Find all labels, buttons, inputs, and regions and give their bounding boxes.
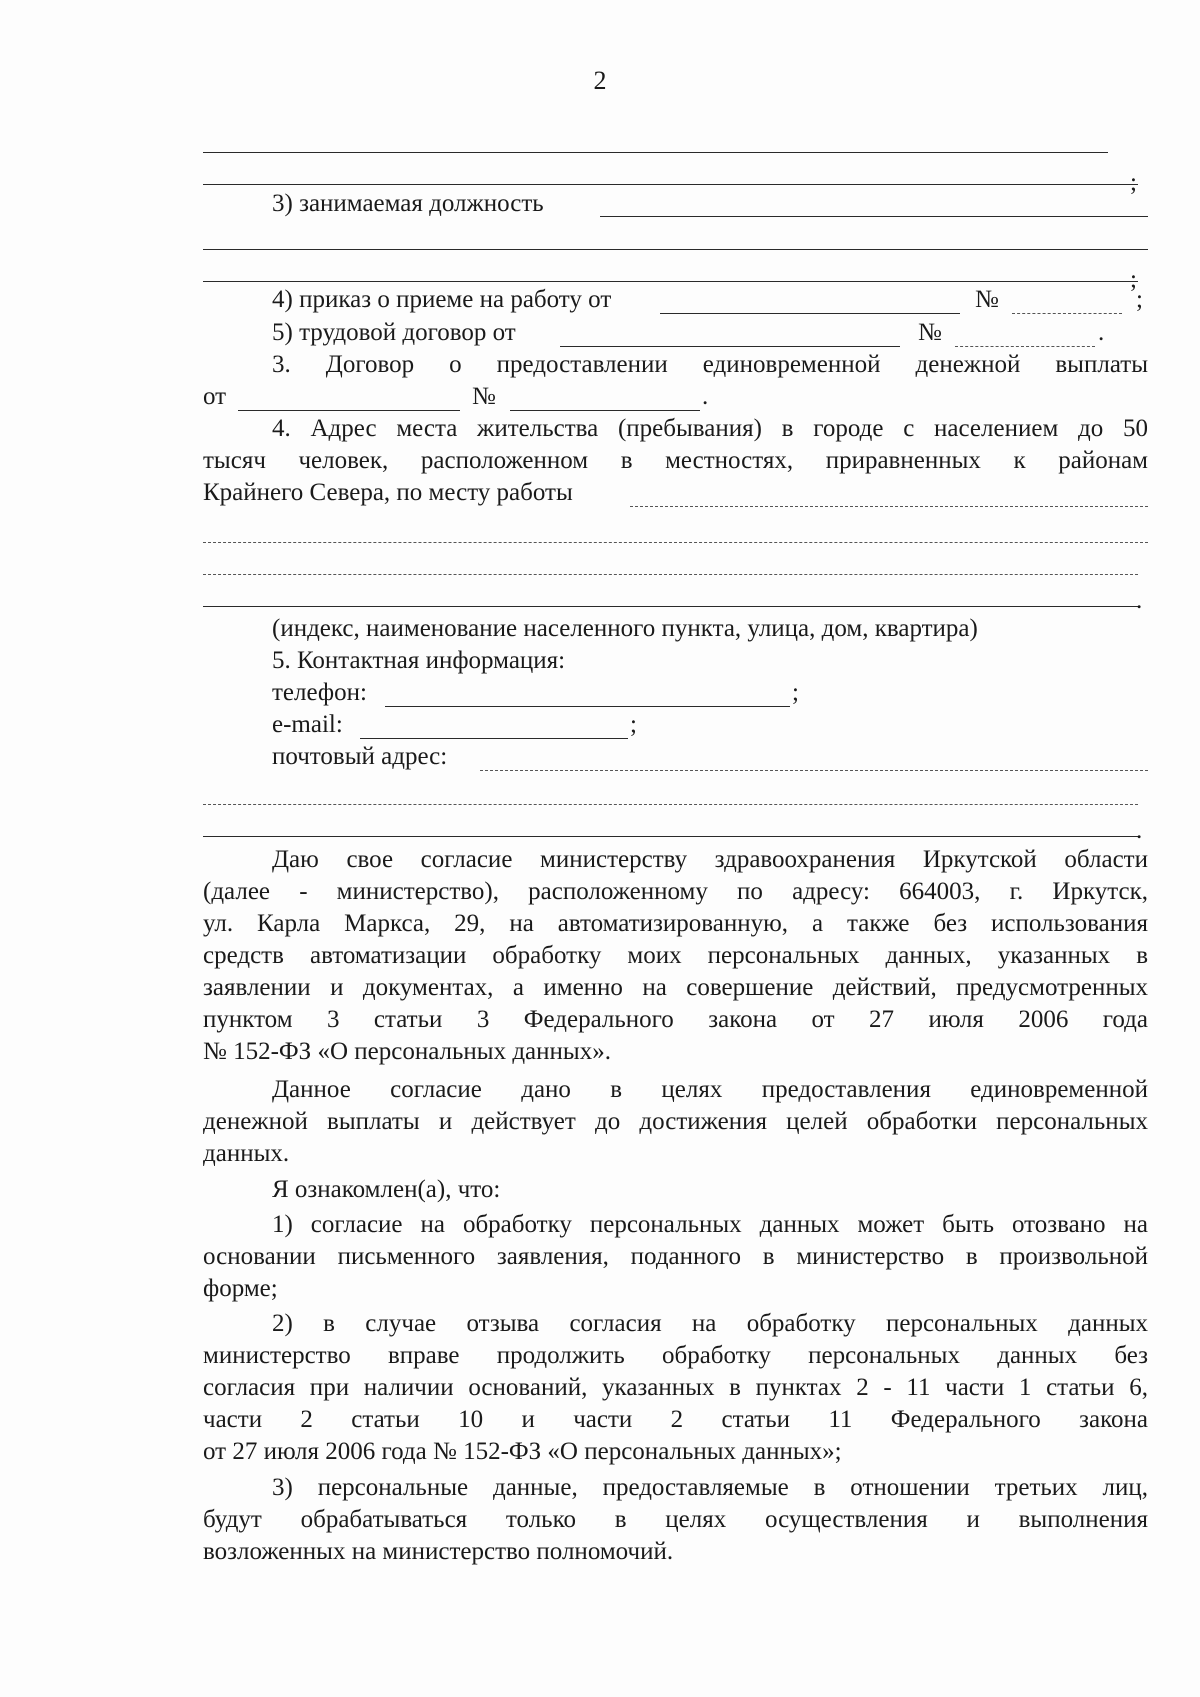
informed-point-2-line: согласия при наличии оснований, указанных в пунктах 2 - 11 части 1 статьи 6, — [203, 1374, 1148, 1401]
email-field[interactable] — [360, 738, 628, 739]
consent-paragraph-line: заявлении и документах, а именно на совершение действий, предусмотренных — [203, 974, 1148, 1001]
line-terminator: . — [1136, 587, 1143, 614]
fill-line — [203, 152, 1108, 153]
page-number: 2 — [593, 66, 607, 95]
informed-point-3-line: возложенных на министерство полномочий. — [203, 1538, 674, 1565]
informed-point-3-line: 3) персональные данные, предоставляемые в отношении третьих лиц, — [272, 1474, 1148, 1501]
position-field[interactable] — [600, 216, 1148, 217]
address-field[interactable] — [203, 574, 1138, 575]
section-4-text: Крайнего Севера, по месту работы — [203, 479, 573, 506]
informed-point-2-line: министерство вправе продолжить обработку персональных данных без — [203, 1342, 1148, 1369]
order-label: 4) приказ о приеме на работу от — [272, 286, 612, 313]
agreement-number-field[interactable] — [510, 410, 700, 411]
agreement-date-field[interactable] — [238, 410, 460, 411]
consent-paragraph-line: Даю свое согласие министерству здравоохранения Иркутской области — [272, 846, 1148, 873]
number-sign: № — [918, 319, 942, 346]
email-label: e-mail: — [272, 711, 343, 738]
line-terminator: ; — [792, 679, 799, 706]
section-5-title: 5. Контактная информация: — [272, 647, 566, 674]
informed-point-1-line: форме; — [203, 1275, 278, 1302]
consent-paragraph-line: (далее - министерство), расположенному по адресу: 664003, г. Иркутск, — [203, 878, 1148, 905]
phone-label: телефон: — [272, 679, 367, 706]
contract-date-field[interactable] — [560, 346, 900, 347]
informed-point-2-line: 2) в случае отзыва согласия на обработку персональных данных — [272, 1310, 1148, 1337]
purpose-paragraph-line: данных. — [203, 1140, 290, 1167]
line-terminator: ; — [1130, 169, 1137, 196]
postal-field[interactable] — [203, 804, 1138, 805]
informed-point-2-line: от 27 июля 2006 года № 152-ФЗ «О персональных данных»; — [203, 1438, 842, 1465]
postal-field[interactable] — [480, 770, 1148, 771]
consent-paragraph-line: пунктом 3 статьи 3 Федерального закона от 27 июля 2006 года — [203, 1006, 1148, 1033]
order-number-field[interactable] — [1012, 313, 1122, 314]
purpose-paragraph-line: денежной выплаты и действует до достижения целей обработки персональных — [203, 1108, 1148, 1135]
section-3-text: 3. Договор о предоставлении единовременной денежной выплаты — [272, 351, 1148, 378]
section-4-text: тысяч человек, расположенном в местностях, приравненных к районам — [203, 447, 1148, 474]
line-terminator: . — [702, 383, 709, 410]
number-sign: № — [472, 383, 496, 410]
purpose-paragraph-line: Данное согласие дано в целях предоставления единовременной — [272, 1076, 1148, 1103]
postal-field[interactable] — [203, 836, 1138, 837]
informed-heading: Я ознакомлен(а), что: — [272, 1176, 501, 1203]
phone-field[interactable] — [385, 706, 790, 707]
consent-paragraph-line: № 152-ФЗ «О персональных данных». — [203, 1038, 611, 1065]
line-terminator: . — [1136, 817, 1143, 844]
informed-point-3-line: будут обрабатываться только в целях осуществления и выполнения — [203, 1506, 1148, 1533]
address-field[interactable] — [630, 506, 1148, 507]
order-date-field[interactable] — [660, 313, 960, 314]
contract-label: 5) трудовой договор от — [272, 319, 516, 346]
address-field[interactable] — [203, 606, 1138, 607]
fill-line — [203, 281, 1138, 282]
informed-point-1-line: основании письменного заявления, поданного в министерство в произвольной — [203, 1243, 1148, 1270]
informed-point-1-line: 1) согласие на обработку персональных данных может быть отозвано на — [272, 1211, 1148, 1238]
fill-line — [203, 184, 1138, 185]
consent-paragraph-line: ул. Карла Маркса, 29, на автоматизированную, а также без использования — [203, 910, 1148, 937]
number-sign: № — [975, 286, 999, 313]
consent-paragraph-line: средств автоматизации обработку моих персональных данных, указанных в — [203, 942, 1148, 969]
section-4-text: 4. Адрес места жительства (пребывания) в городе с населением до 50 — [272, 415, 1148, 442]
contract-number-field[interactable] — [955, 346, 1095, 347]
position-label: 3) занимаемая должность — [272, 190, 544, 217]
line-terminator: ; — [1136, 286, 1143, 313]
informed-point-2-line: части 2 статьи 10 и части 2 статьи 11 Федерального закона — [203, 1406, 1148, 1433]
address-field[interactable] — [203, 542, 1148, 543]
address-hint: (индекс, наименование населенного пункта, улица, дом, квартира) — [272, 615, 978, 642]
line-terminator: ; — [1130, 266, 1137, 293]
postal-label: почтовый адрес: — [272, 743, 448, 770]
line-terminator: ; — [630, 711, 637, 738]
fill-line — [203, 249, 1148, 250]
from-label: от — [203, 383, 227, 410]
line-terminator: . — [1098, 319, 1105, 346]
